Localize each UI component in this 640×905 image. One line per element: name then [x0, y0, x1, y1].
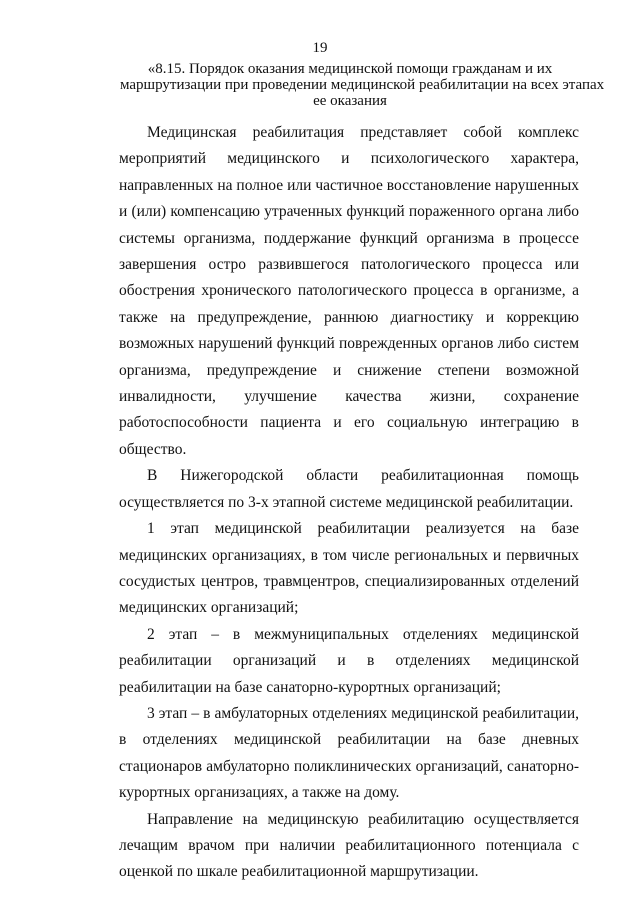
paragraph-stage-2: 2 этап – в межмуниципальных отделениях медицинской реабилитации организаций и в отделениях медицинской реабилитации на базе санаторно-курортных организаций;	[119, 625, 579, 696]
paragraph-stage-1: 1 этап медицинской реабилитации реализуется на базе медицинских организациях, в том числе региональных и первичных сосудистых центров, травмцентров, специализированных отделений медицинских организаций;	[119, 520, 579, 617]
page-number: 19	[312, 40, 328, 56]
heading-line: маршрутизации при проведении медицинской реабилитации на всех этапах	[120, 77, 605, 93]
heading-line: «8.15. Порядок оказания медицинской помощи гражданам и их	[147, 61, 553, 77]
document-body	[119, 120, 579, 886]
paragraph-definition: Медицинская реабилитация представляет собой комплекс мероприятий медицинского и психологического характера, направленных на полное или частичное восстановление нарушенных и (или) компенсацию утраченных функций пораженного органа либо системы организма, поддержание функций организма в процессе завершения остро развившегося патологического процесса или обострения хронического патологического процесса в организме, а также на предупреждение, раннюю диагностику и коррекцию возможных нарушений функций поврежденных органов либо систем организма, предупреждение и снижение степени возможной инвалидности, улучшение качества жизни, сохранение работоспособности пациента и его социальную интеграцию в общество.	[119, 124, 579, 458]
paragraph-stage-3: 3 этап – в амбулаторных отделениях медицинской реабилитации, в отделениях медицинской реабилитации на базе дневных стационаров амбулаторно поликлинических организаций, санаторно-курортных организациях, а также на дому.	[119, 704, 579, 802]
section-heading	[120, 61, 605, 109]
paragraph-referral: Направление на медицинскую реабилитацию осуществляется лечащим врачом при наличии реабилитационного потенциала с оценкой по шкале реабилитационной маршрутизации.	[119, 810, 579, 881]
heading-line: ее оказания	[313, 93, 387, 109]
paragraph-region-system: В Нижегородской области реабилитационная помощь осуществляется по 3-х этапной системе медицинской реабилитации.	[119, 467, 579, 511]
